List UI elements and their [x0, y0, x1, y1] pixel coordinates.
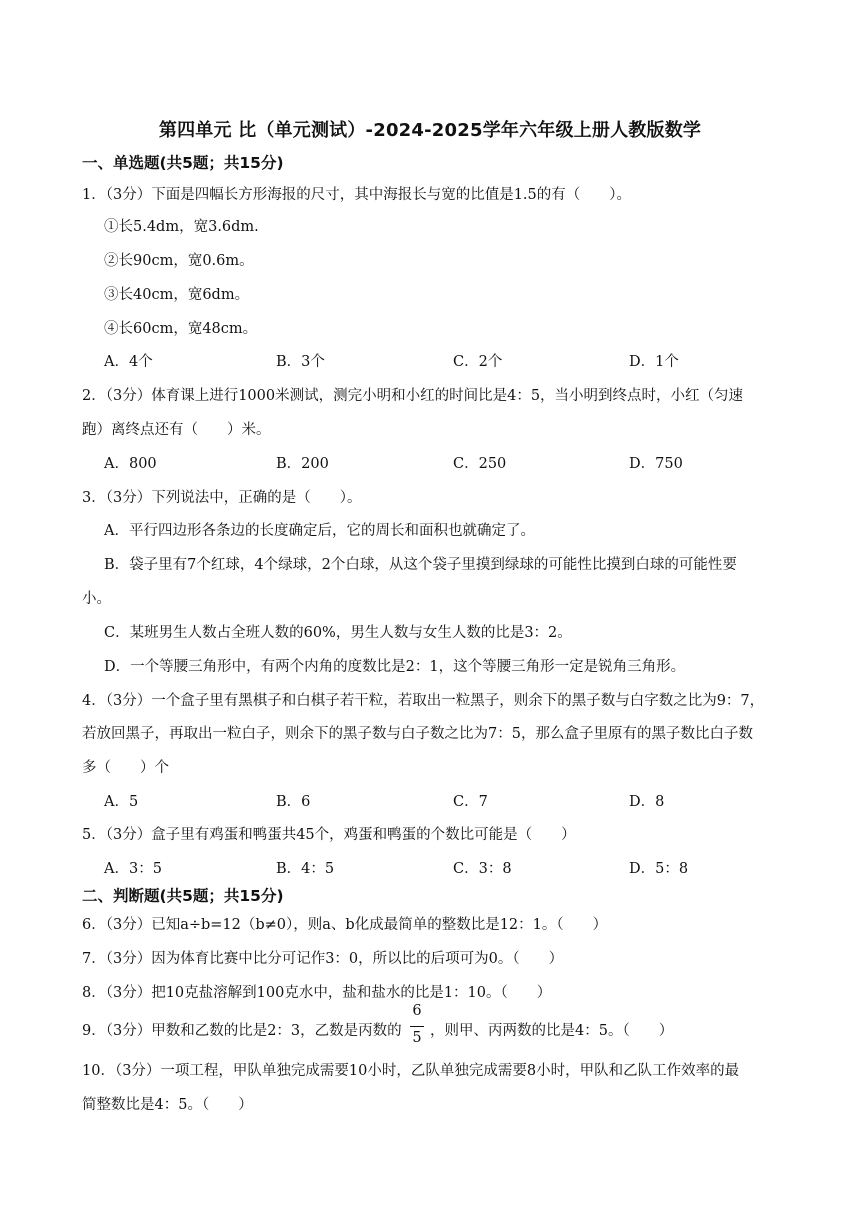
fraction-numerator: 6 — [412, 1003, 422, 1019]
section-heading-true-false: 二、判断题(共5题；共15分) — [82, 887, 284, 905]
question-5-option-a: A．3：5 — [104, 861, 162, 877]
question-2-stem-line-2: 跑）离终点还有（ ）米。 — [82, 422, 271, 438]
fraction-denominator: 5 — [412, 1030, 422, 1046]
question-1-item-3: ③长40cm，宽6dm。 — [104, 287, 250, 303]
question-2-option-c: C．250 — [453, 456, 507, 472]
question-4-option-a: A．5 — [104, 794, 139, 810]
question-1-option-b: B．3个 — [276, 354, 325, 370]
question-4-stem-line-2: 若放回黑子，再取出一粒白子，则余下的黑子数与白子数之比为7：5，那么盒子里原有的黑子数比白子数 — [82, 726, 753, 742]
question-5-stem: 5．（3分）盒子里有鸡蛋和鸭蛋共45个，鸡蛋和鸭蛋的个数比可能是（ ） — [82, 827, 576, 843]
question-2-stem-line-1: 2．（3分）体育课上进行1000米测试，测完小明和小红的时间比是4：5，当小明到终点时，小红（匀速 — [82, 388, 744, 404]
question-8: 8．（3分）把10克盐溶解到100克水中，盐和盐水的比是1：10。（ ） — [82, 985, 552, 1001]
question-5-option-d: D．5：8 — [629, 861, 689, 877]
question-1-item-2: ②长90cm，宽0.6m。 — [104, 253, 254, 269]
question-2-option-d: D．750 — [629, 456, 683, 472]
question-6: 6．（3分）已知a÷b=12（b≠0），则a、b化成最简单的整数比是12：1。（ ） — [82, 917, 608, 933]
question-2-option-a: A．800 — [104, 456, 157, 472]
question-4-stem-line-3: 多（ ）个 — [82, 760, 169, 776]
question-9-text-before: 9．（3分）甲数和乙数的比是2：3，乙数是丙数的 — [82, 1023, 402, 1039]
page-title: 第四单元 比（单元测试）-2024-2025学年六年级上册人教版数学 — [158, 120, 702, 141]
question-4-option-c: C．7 — [453, 794, 488, 810]
question-1-stem: 1．（3分）下面是四幅长方形海报的尺寸，其中海报长与宽的比值是1.5的有（ ）。 — [82, 187, 632, 203]
question-1-item-1: ①长5.4dm，宽3.6dm. — [104, 219, 259, 235]
question-10-line-2: 简整数比是4：5。（ ） — [82, 1097, 253, 1113]
section-heading-single-choice: 一、单选题(共5题；共15分) — [82, 154, 284, 172]
question-1-item-4: ④长60cm，宽48cm。 — [104, 321, 258, 337]
question-4-stem-line-1: 4．（3分）一个盒子里有黑棋子和白棋子若干粒，若取出一粒黑子，则余下的黑子数与白字数之比为9：7， — [82, 693, 765, 709]
question-10-line-1: 10．（3分）一项工程，甲队单独完成需要10小时，乙队单独完成需要8小时，甲队和乙队工作效率的最 — [82, 1063, 740, 1079]
question-3-option-b-line-2: 小。 — [82, 591, 111, 607]
question-4-option-b: B．6 — [276, 794, 311, 810]
question-3-option-d: D．一个等腰三角形中，有两个内角的度数比是2：1，这个等腰三角形一定是锐角三角形。 — [104, 659, 686, 675]
question-4-option-d: D．8 — [629, 794, 665, 810]
question-3-option-a: A．平行四边形各条边的长度确定后，它的周长和面积也就确定了。 — [104, 523, 535, 539]
question-9-text-after: ，则甲、丙两数的比是4：5。（ ） — [430, 1023, 674, 1039]
question-3-option-b-line-1: B．袋子里有7个红球，4个绿球，2个白球，从这个袋子里摸到绿球的可能性比摸到白球的可能性要 — [104, 557, 737, 573]
question-1-option-d: D．1个 — [629, 354, 679, 370]
question-7: 7．（3分）因为体育比赛中比分可记作3：0，所以比的后项可为0。（ ） — [82, 951, 564, 967]
question-1-option-c: C．2个 — [453, 354, 503, 370]
question-3-option-c: C．某班男生人数占全班人数的60%，男生人数与女生人数的比是3：2。 — [104, 625, 572, 641]
question-5-option-b: B．4：5 — [276, 861, 335, 877]
question-5-option-c: C．3：8 — [453, 861, 512, 877]
question-1-option-a: A．4个 — [104, 354, 153, 370]
question-2-option-b: B．200 — [276, 456, 329, 472]
fraction-bar — [410, 1026, 424, 1027]
question-3-stem: 3．（3分）下列说法中，正确的是（ ）。 — [82, 490, 362, 506]
